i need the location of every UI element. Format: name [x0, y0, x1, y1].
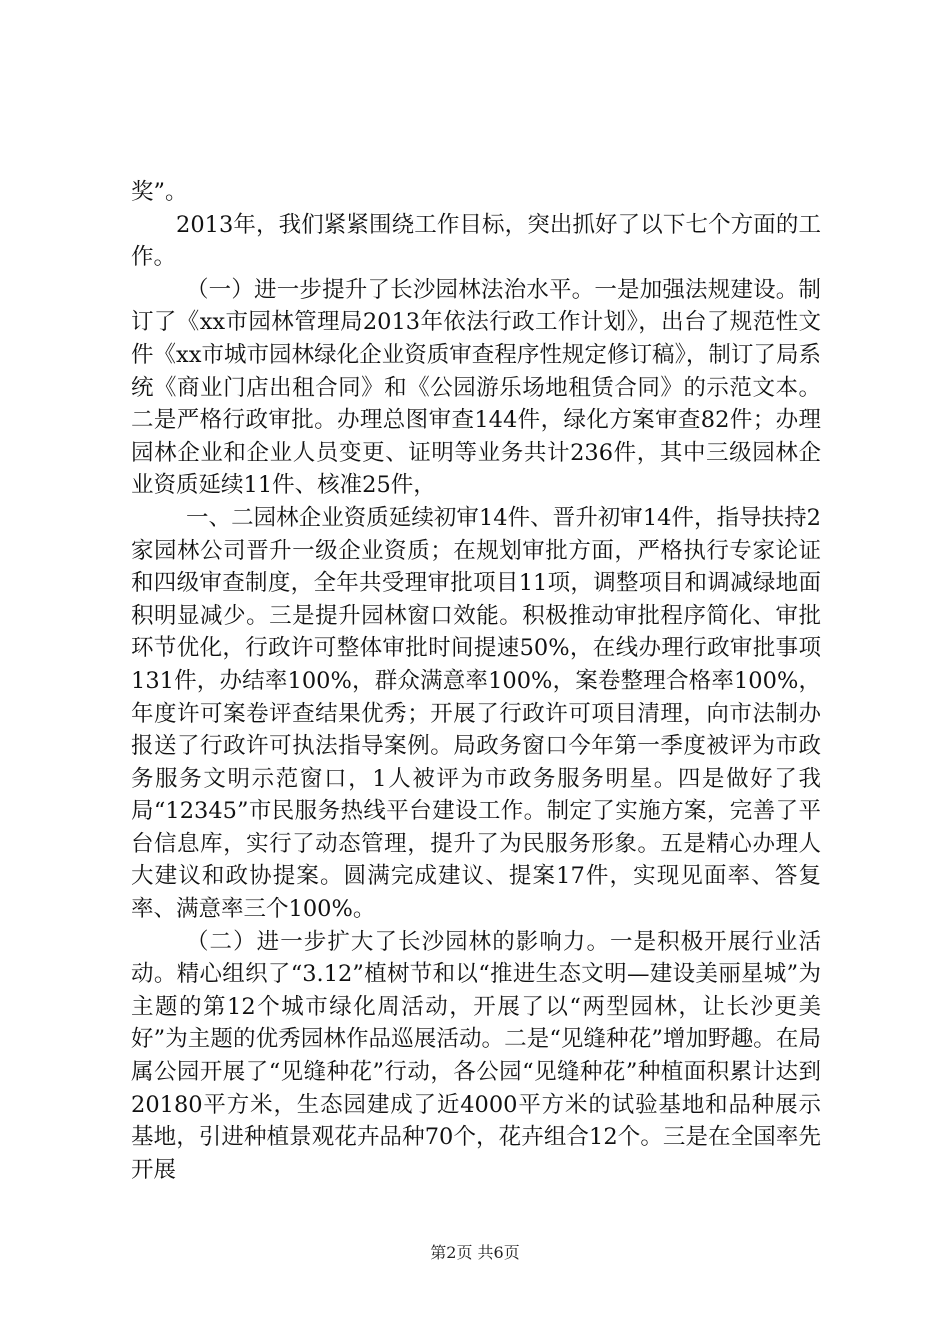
paragraph-continuation: 奖”。 — [131, 179, 188, 205]
paragraph-section-one-continued: 一、二园林企业资质延续初审14件、晋升初审14件，指导扶持2家园林公司晋升一级企业资质；在规划审批方面，严格执行专家论证和四级审查制度，全年共受理审批项目11项，调整项目和调减绿地面积明显减少。三是提升园林窗口效能。积极推动审批程序简化、审批环节优化，行政许可整体审批时间提速50%，在线办理行政审批事项131件，办结率100%，群众满意率100%，案卷整理合格率100%，年度许可案卷评查结果优秀；开展了行政许可项目清理，向市法制办报送了行政许可执法指导案例。局政务窗口今年第一季度被评为市政务服务文明示范窗口，1人被评为市政务服务明星。四是做好了我局“12345”市民服务热线平台建设工作。制定了实施方案，完善了平台信息库，实行了动态管理，提升了为民服务形象。五是精心办理人大建议和政协提案。圆满完成建议、提案17件，实现见面率、答复率、满意率三个100%。 — [131, 504, 821, 923]
paragraph-section-two: （二）进一步扩大了长沙园林的影响力。一是积极开展行业活动。精心组织了“3.12”植树节和以“推进生态文明—建设美丽星城”为主题的第12个城市绿化周活动，开展了以“两型园林，让长沙更美好”为主题的优秀园林作品巡展活动。二是“见缝种花”增加野趣。在局属公园开展了“见缝种花”行动，各公园“见缝种花”种植面积累计达到20180平方米，生态园建成了近4000平方米的试验基地和品种展示基地，引进种植景观花卉品种70个，花卉组合12个。三是在全国率先开展 — [131, 928, 821, 1183]
paragraph-intro: 2013年，我们紧紧围绕工作目标，突出抓好了以下七个方面的工作。 — [131, 211, 821, 271]
paragraph-section-one: （一）进一步提升了长沙园林法治水平。一是加强法规建设。制订了《xx市园林管理局2013年依法行政工作计划》，出台了规范性文件《xx市城市园林绿化企业资质审查程序性规定修订稿》，制订了局系统《商业门店出租合同》和《公园游乐场地租赁合同》的示范文本。二是严格行政审批。办理总图审查144件，绿化方案审查82件；办理园林企业和企业人员变更、证明等业务共计236件，其中三级园林企业资质延续11件、核准25件， — [131, 276, 821, 499]
page-footer: 第2页 共6页 — [430, 1243, 520, 1262]
document-body — [131, 176, 821, 1186]
